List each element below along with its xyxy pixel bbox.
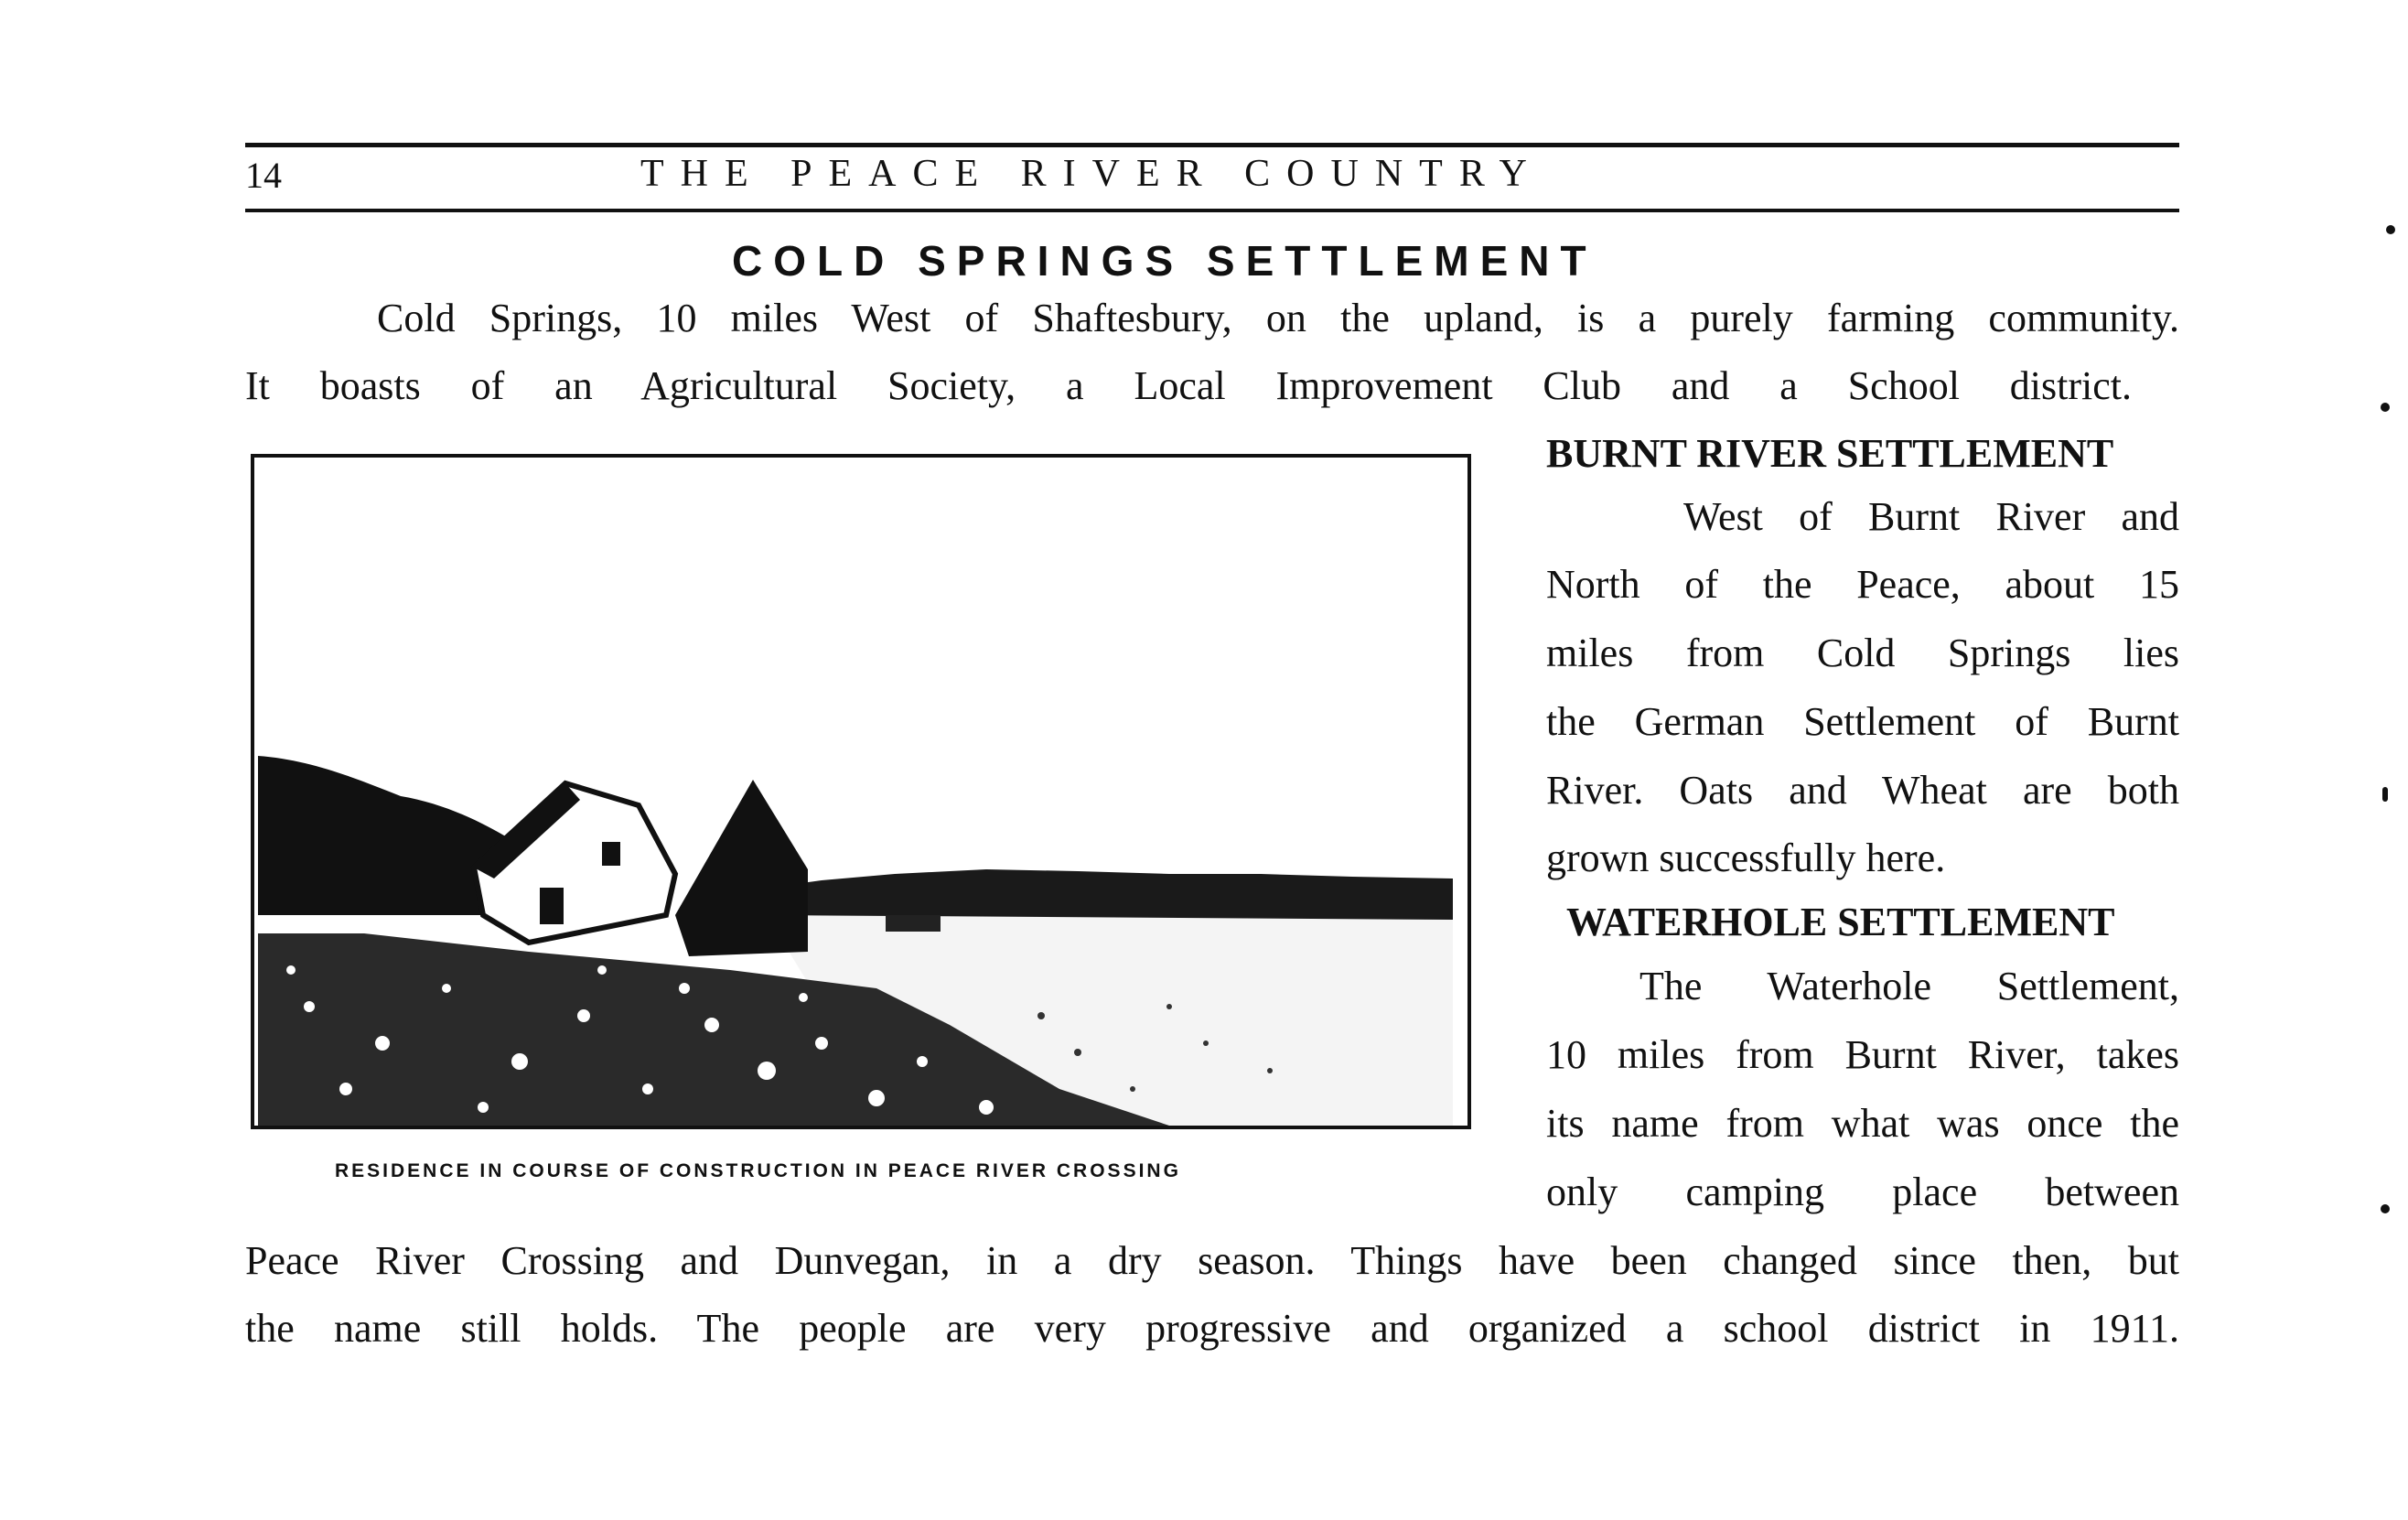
margin-speck [2381, 1204, 2390, 1213]
photo-residence-construction [251, 454, 1471, 1129]
burnt-river-heading: BURNT RIVER SETTLEMENT [1546, 431, 2114, 476]
burnt-river-line-2: North of the Peace, about 15 [1546, 562, 2179, 607]
margin-speck [2381, 403, 2390, 412]
burnt-river-line-4: the German Settlement of Burnt [1546, 699, 2179, 744]
header-rule-bottom [245, 209, 2179, 212]
cold-springs-line-1: Cold Springs, 10 miles West of Shaftesbury, on the upland, is a purely farming community. [377, 296, 2179, 340]
cold-springs-heading: COLD SPRINGS SETTLEMENT [732, 237, 1597, 285]
burnt-river-line-1: West of Burnt River and [1683, 494, 2179, 539]
waterhole-line-1: The Waterhole Settlement, [1639, 964, 2179, 1008]
header-rule-top [245, 143, 2179, 147]
waterhole-line-4: only camping place between [1546, 1170, 2179, 1214]
burnt-river-line-5: River. Oats and Wheat are both [1546, 768, 2179, 813]
burnt-river-line-6: grown successfully here. [1546, 835, 1946, 880]
waterhole-heading: WATERHOLE SETTLEMENT [1566, 900, 2115, 944]
burnt-river-line-3: miles from Cold Springs lies [1546, 631, 2179, 675]
margin-speck [2386, 225, 2395, 234]
waterhole-line-6: the name still holds. The people are very progressive and organized a school district in 1911. [245, 1306, 2179, 1351]
running-head: THE PEACE RIVER COUNTRY [640, 153, 1543, 195]
waterhole-line-5: Peace River Crossing and Dunvegan, in a dry season. Things have been changed since then, but [245, 1238, 2179, 1283]
waterhole-line-2: 10 miles from Burnt River, takes [1546, 1032, 2179, 1077]
cold-springs-line-2: It boasts of an Agricultural Society, a Local Improvement Club and a School district. [245, 363, 2132, 408]
photo-caption: RESIDENCE IN COURSE OF CONSTRUCTION IN PEACE RIVER CROSSING [335, 1160, 1181, 1181]
waterhole-line-3: its name from what was once the [1546, 1101, 2179, 1146]
margin-speck [2382, 787, 2388, 802]
page-number: 14 [245, 155, 282, 196]
